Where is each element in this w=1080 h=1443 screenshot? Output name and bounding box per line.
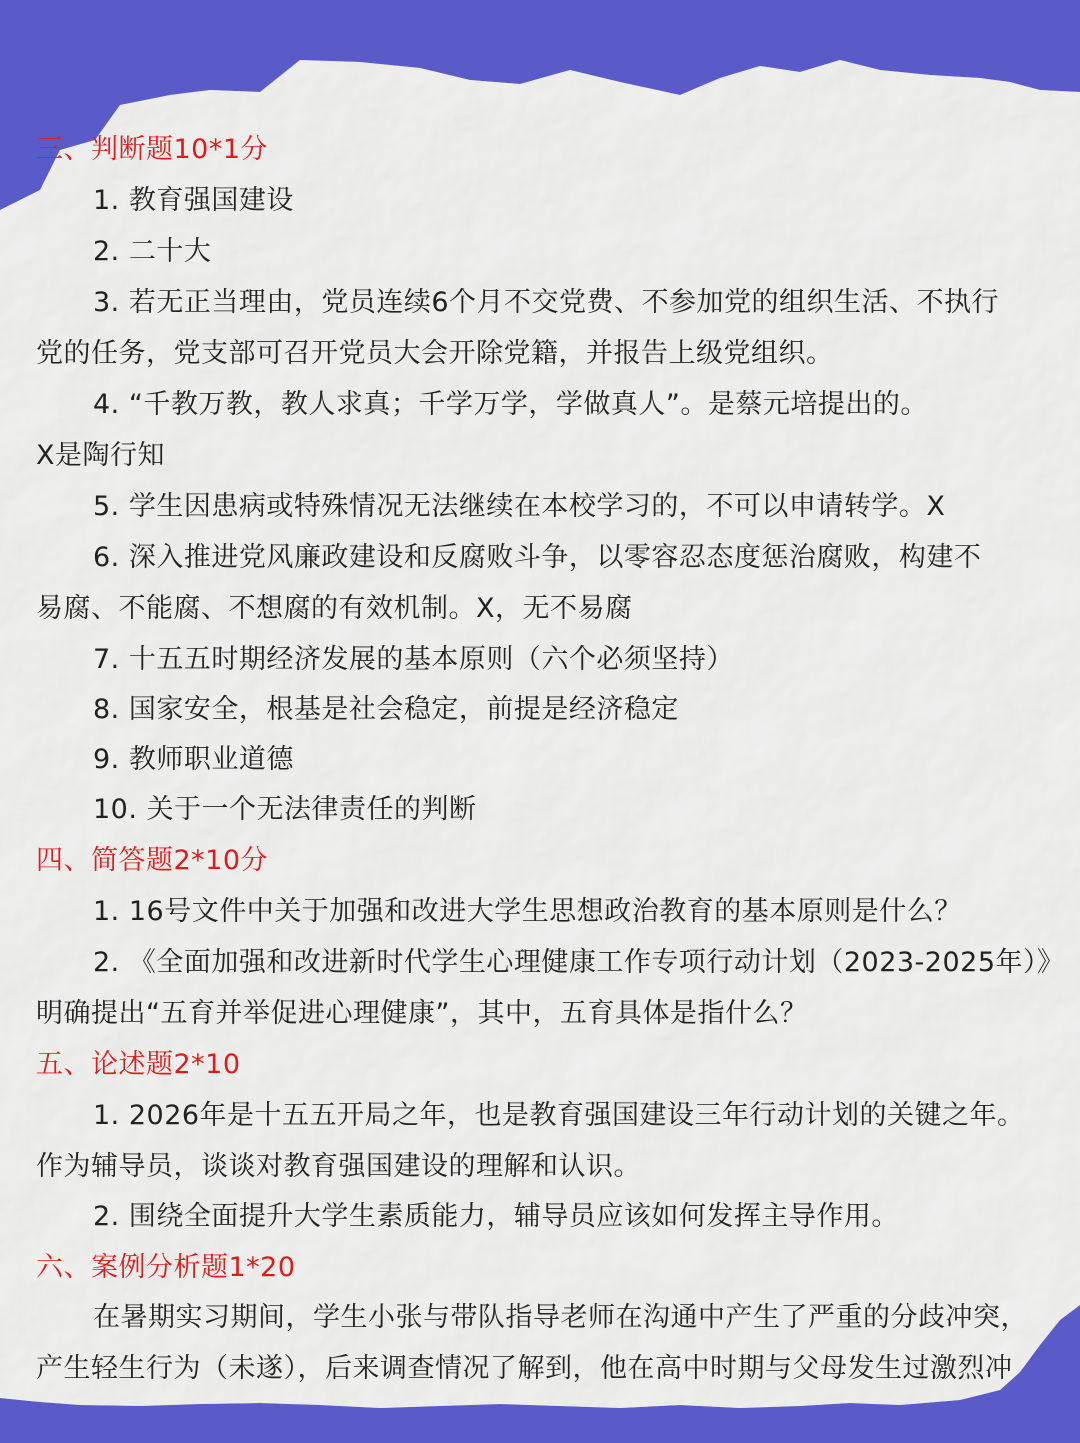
essay-item-continued: 作为辅导员，谈谈对教育强国建设的理解和认识。 <box>36 1151 641 1182</box>
judgment-item: 3. 若无正当理由，党员连续6个月不交党费、不参加党的组织生活、不执行 <box>93 287 1000 318</box>
section-heading-short-answer: 四、简答题2*10分 <box>36 845 269 876</box>
judgment-item: 1. 教育强国建设 <box>93 185 294 216</box>
short-answer-item: 1. 16号文件中关于加强和改进大学生思想政治教育的基本原则是什么？ <box>93 896 962 927</box>
section-heading-judgment: 三、判断题10*1分 <box>36 134 269 165</box>
judgment-item: 5. 学生因患病或特殊情况无法继续在本校学习的，不可以申请转学。X <box>93 491 946 522</box>
judgment-item: 9. 教师职业道德 <box>93 744 294 775</box>
short-answer-item: 2. 《全面加强和改进新时代学生心理健康工作专项行动计划（2023-2025年）》 <box>93 947 1065 978</box>
judgment-item-continued: 易腐、不能腐、不想腐的有效机制。X，无不易腐 <box>36 593 633 624</box>
judgment-item: 8. 国家安全，根基是社会稳定，前提是经济稳定 <box>93 694 679 725</box>
essay-item: 2. 围绕全面提升大学生素质能力，辅导员应该如何发挥主导作用。 <box>93 1201 899 1232</box>
section-heading-essay: 五、论述题2*10 <box>36 1049 241 1080</box>
judgment-item-continued: X是陶行知 <box>36 440 165 471</box>
judgment-item-continued: 党的任务，党支部可召开党员大会开除党籍，并报告上级党组织。 <box>36 338 834 369</box>
case-text-line: 产生轻生行为（未遂），后来调查情况了解到，他在高中时期与父母发生过激烈冲 <box>36 1353 1013 1384</box>
judgment-item: 6. 深入推进党风廉政建设和反腐败斗争，以零容忍态度惩治腐败，构建不 <box>93 542 982 573</box>
judgment-item: 7. 十五五时期经济发展的基本原则（六个必须坚持） <box>93 644 734 675</box>
short-answer-item-continued: 明确提出“五育并举促进心理健康”，其中，五育具体是指什么？ <box>36 998 808 1029</box>
section-heading-case: 六、案例分析题1*20 <box>36 1252 296 1283</box>
judgment-item: 2. 二十大 <box>93 236 212 267</box>
essay-item: 1. 2026年是十五五开局之年，也是教育强国建设三年行动计划的关键之年。 <box>93 1100 1025 1131</box>
judgment-item: 4. “千教万教，教人求真；千学万学，学做真人”。是蔡元培提出的。 <box>93 389 928 420</box>
case-text-line: 在暑期实习期间，学生小张与带队指导老师在沟通中产生了严重的分歧冲突， <box>93 1302 1028 1333</box>
judgment-item: 10. 关于一个无法律责任的判断 <box>93 794 477 825</box>
